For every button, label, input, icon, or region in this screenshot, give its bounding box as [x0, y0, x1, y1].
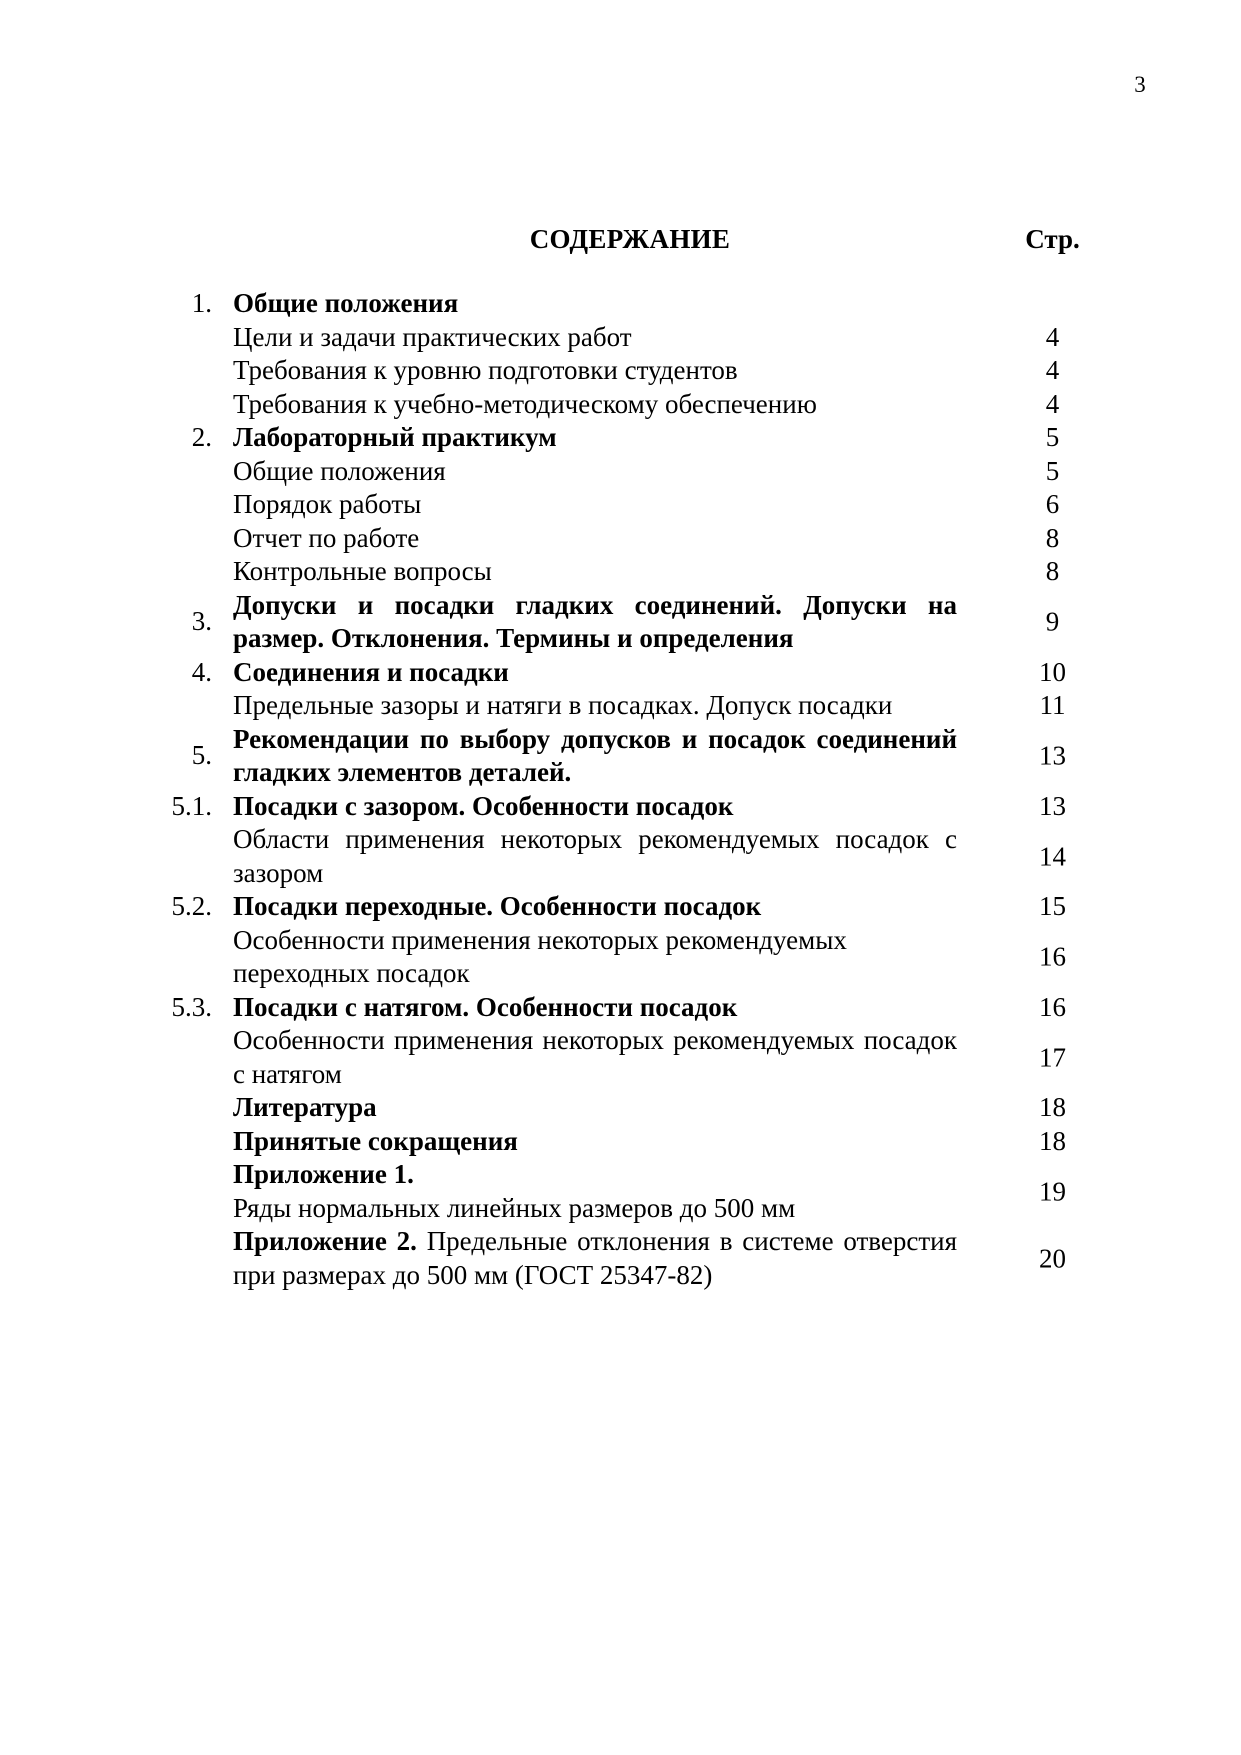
- toc-entry-number: 1.: [191, 288, 212, 318]
- toc-entry-page: 17: [1039, 1041, 1066, 1072]
- toc-entry-page: 19: [1039, 1175, 1066, 1206]
- toc-entry[interactable]: [0, 488, 1241, 522]
- toc-entry-text: Требования к уровню подготовки студентов: [233, 355, 738, 385]
- toc-entry-text: Посадки с натягом. Особенности посадок: [233, 991, 738, 1022]
- toc-entry-page: 5: [1045, 455, 1060, 486]
- toc-entry-text: Требования к учебно-методическому обеспечению: [233, 388, 817, 419]
- toc-entry-text: Цели и задачи практических работ: [233, 321, 632, 352]
- toc-entry-page: 15: [1039, 891, 1066, 921]
- toc-entries: [0, 287, 1241, 1158]
- toc-entry-page: 9: [1045, 606, 1060, 637]
- toc-title: СОДЕРЖАНИЕ: [529, 224, 731, 254]
- toc-entry-page: 10: [1039, 656, 1066, 687]
- toc-entry-number: 2.: [191, 422, 212, 452]
- toc-entry-page: 16: [1039, 991, 1066, 1022]
- toc-entry-text: Посадки переходные. Особенности посадок: [233, 891, 762, 921]
- appendix-1-description: Ряды нормальных линейных размеров до 500 мм: [233, 1192, 796, 1223]
- toc-entry-number: 5.2.: [171, 891, 212, 921]
- page-column-heading: Стр.: [1025, 224, 1080, 254]
- toc-entry-text: Контрольные вопросы: [233, 556, 492, 586]
- toc-entry-page: 14: [1039, 840, 1066, 871]
- toc-entry-text: Особенности применения некоторых рекомендуемых посадок с натягом: [233, 1025, 957, 1089]
- toc-entry-text: Литература: [233, 1092, 377, 1122]
- toc-entry-page: 16: [1039, 941, 1066, 972]
- page-number: 3: [1134, 72, 1146, 97]
- toc-entry[interactable]: [0, 924, 1241, 991]
- toc-entry-page: 11: [1039, 690, 1066, 720]
- toc-entry-number: 5.3.: [171, 991, 212, 1022]
- toc-entry[interactable]: [0, 555, 1241, 589]
- toc-entry[interactable]: [0, 287, 1241, 321]
- toc-entry-text: [233, 1158, 957, 1225]
- toc-entry-page: 18: [1039, 1125, 1066, 1156]
- toc-entry-page: 6: [1045, 489, 1060, 519]
- toc-entry-page: 18: [1039, 1092, 1066, 1122]
- toc-entry-text: [233, 1225, 957, 1292]
- toc-entry-text: Допуски и посадки гладких соединений. Допуски на размер. Отклонения. Термины и определения: [233, 589, 957, 653]
- toc-entry-text: Соединения и посадки: [233, 656, 509, 687]
- toc-entry[interactable]: [0, 1091, 1241, 1125]
- appendix-1-title: Приложение 1.: [233, 1159, 414, 1189]
- toc-entry-number: 4.: [191, 656, 212, 687]
- toc-entry[interactable]: [0, 723, 1241, 790]
- toc-entry[interactable]: [0, 589, 1241, 656]
- toc-entry[interactable]: [0, 1024, 1241, 1091]
- toc-entry[interactable]: [0, 890, 1241, 924]
- toc-entry-page: 4: [1045, 388, 1060, 419]
- toc-entry-page: 8: [1045, 556, 1060, 586]
- toc-entry[interactable]: [0, 354, 1241, 388]
- toc-entry[interactable]: [0, 522, 1241, 556]
- toc-entry-number: 5.1.: [171, 790, 212, 821]
- toc-entry-text: Предельные зазоры и натяги в посадках. Допуск посадки: [233, 690, 893, 720]
- toc-entry-appendix-2[interactable]: [0, 1225, 1241, 1292]
- toc-list: [0, 287, 1241, 1292]
- toc-entry-page: 13: [1039, 740, 1066, 771]
- toc-entry-page: 4: [1045, 355, 1060, 385]
- toc-heading-row: [0, 224, 1241, 264]
- toc-entry-page: 13: [1039, 790, 1066, 821]
- toc-entry-text: Принятые сокращения: [233, 1125, 518, 1156]
- toc-entry-page: 8: [1045, 522, 1060, 553]
- toc-entry-text: Области применения некоторых рекомендуемых посадок с зазором: [233, 824, 957, 888]
- toc-entry[interactable]: [0, 656, 1241, 690]
- toc-entry[interactable]: [0, 823, 1241, 890]
- appendix-2-description: Предельные отклонения в системе отверстия при размерах до 500 мм (ГОСТ 25347-82): [233, 1226, 958, 1290]
- toc-entry[interactable]: [0, 421, 1241, 455]
- toc-entry-text: Порядок работы: [233, 489, 422, 519]
- toc-entry-text: Общие положения: [233, 288, 459, 318]
- toc-entry-text: Отчет по работе: [233, 522, 420, 553]
- toc-entry[interactable]: [0, 1125, 1241, 1159]
- toc-entry-text: Посадки с зазором. Особенности посадок: [233, 790, 734, 821]
- toc-entry[interactable]: [0, 455, 1241, 489]
- toc-entry-page: 20: [1039, 1242, 1066, 1273]
- toc-entry-text: Лабораторный практикум: [233, 422, 557, 452]
- appendix-2-title: Приложение 2.: [233, 1226, 417, 1256]
- toc-entry[interactable]: [0, 790, 1241, 824]
- toc-entry-number: 3.: [191, 606, 212, 637]
- toc-entry-page: 4: [1045, 321, 1060, 352]
- toc-entry-text: Особенности применения некоторых рекомендуемых переходных посадок: [233, 924, 847, 988]
- toc-entry-number: 5.: [191, 740, 212, 771]
- toc-entry[interactable]: [0, 321, 1241, 355]
- toc-entry-text: Общие положения: [233, 455, 446, 486]
- toc-entry-appendix-1[interactable]: [0, 1158, 1241, 1225]
- toc-entry[interactable]: [0, 689, 1241, 723]
- toc-entry-text: Рекомендации по выбору допусков и посадок соединений гладких элементов деталей.: [233, 723, 957, 787]
- toc-entry[interactable]: [0, 388, 1241, 422]
- toc-entry[interactable]: [0, 991, 1241, 1025]
- toc-entry-page: 5: [1045, 422, 1060, 452]
